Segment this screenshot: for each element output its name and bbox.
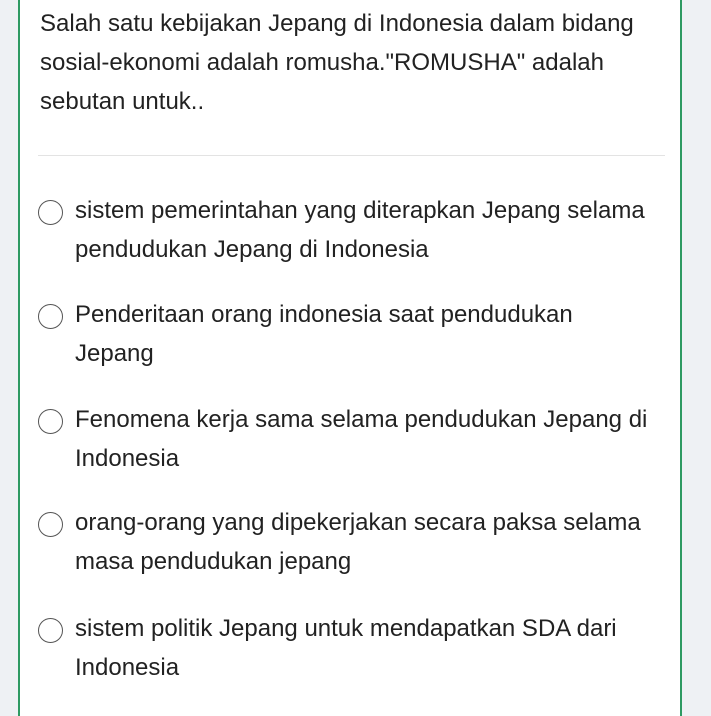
radio-button-icon[interactable] bbox=[38, 409, 63, 434]
answer-option-label: orang-orang yang dipekerjakan secara paksa selama masa pendudukan jepang bbox=[75, 509, 641, 575]
divider bbox=[38, 155, 665, 156]
answer-option-4[interactable] bbox=[38, 503, 705, 581]
answer-option-label: Fenomena kerja sama selama pendudukan Jepang di Indonesia bbox=[75, 406, 648, 472]
answer-option-label: sistem politik Jepang untuk mendapatkan SDA dari Indonesia bbox=[75, 615, 617, 681]
radio-button-icon[interactable] bbox=[38, 304, 63, 329]
answer-option-label: sistem pemerintahan yang diterapkan Jepang selama pendudukan Jepang di Indonesia bbox=[75, 197, 645, 263]
answer-option-3[interactable] bbox=[38, 400, 705, 478]
radio-button-icon[interactable] bbox=[38, 618, 63, 643]
answer-option-5[interactable] bbox=[38, 609, 705, 687]
answer-option-2[interactable] bbox=[38, 295, 635, 373]
question-text: Salah satu kebijakan Jepang di Indonesia dalam bidang sosial-ekonomi adalah romusha."ROMUSHA" adalah sebutan untuk.. bbox=[40, 10, 634, 115]
radio-button-icon[interactable] bbox=[38, 200, 63, 225]
radio-button-icon[interactable] bbox=[38, 512, 63, 537]
question-card bbox=[18, 0, 682, 716]
answer-option-1[interactable] bbox=[38, 191, 705, 269]
answer-option-label: Penderitaan orang indonesia saat pendudukan Jepang bbox=[75, 301, 573, 367]
